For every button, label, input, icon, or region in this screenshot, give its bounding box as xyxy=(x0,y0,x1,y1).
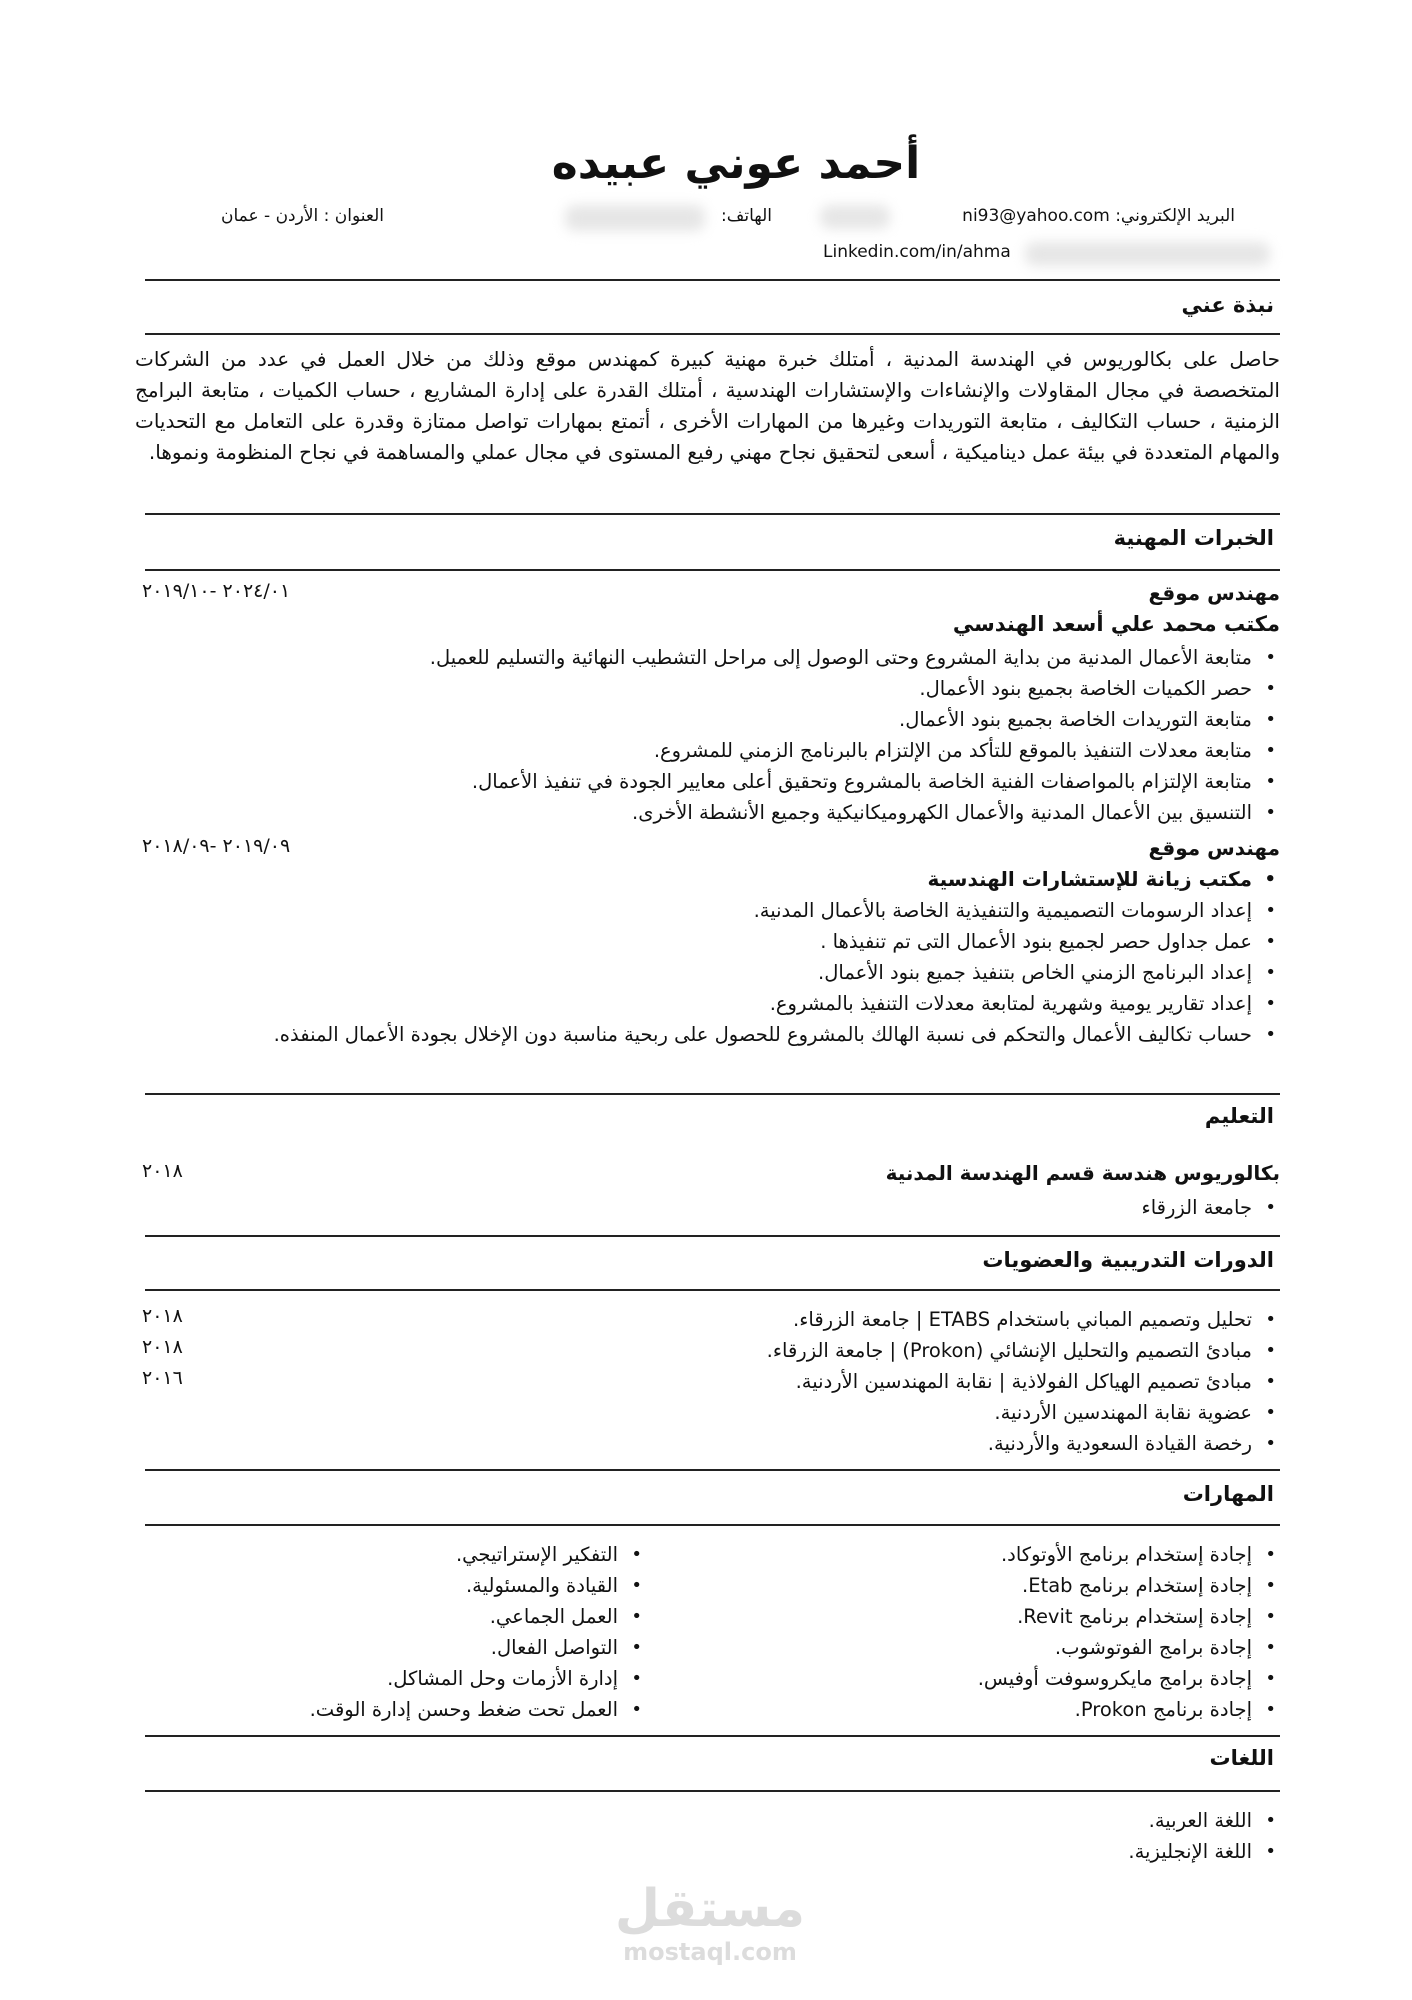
list-item: • إجادة إستخدام برنامج Revit. xyxy=(978,1601,1280,1632)
list-item: • اللغة العربية. xyxy=(1128,1805,1280,1836)
section-title-courses: الدورات التدريبية والعضويات xyxy=(982,1248,1274,1272)
school: • جامعة الزرقاء xyxy=(1142,1192,1280,1223)
divider xyxy=(145,1524,1280,1526)
list-item: • إجادة برنامج Prokon. xyxy=(978,1694,1280,1725)
job-company: مكتب محمد علي أسعد الهندسي xyxy=(952,612,1280,636)
list-item: • إجادة برامج الفوتوشوب. xyxy=(978,1632,1280,1663)
section-title-languages: اللغات xyxy=(1209,1746,1274,1770)
list-item: • حصر الكميات الخاصة بجميع بنود الأعمال. xyxy=(430,673,1280,704)
list-item: • إعداد الرسومات التصميمية والتنفيذية الخاصة بالأعمال المدنية. xyxy=(270,895,1280,926)
list-item: • العمل تحت ضغط وحسن إدارة الوقت. xyxy=(310,1694,646,1725)
divider xyxy=(145,569,1280,571)
list-item: • متابعة التوريدات الخاصة بجميع بنود الأعمال. xyxy=(430,704,1280,735)
list-item: • القيادة والمسئولية. xyxy=(310,1570,646,1601)
list-item: • رخصة القيادة السعودية والأردنية. xyxy=(767,1428,1280,1459)
divider xyxy=(145,1289,1280,1291)
job-dates: ٢٠٢٤/٠١ -٢٠١٩/١٠ xyxy=(142,580,291,602)
divider xyxy=(145,513,1280,515)
divider xyxy=(145,279,1280,281)
watermark-latin: mostaql.com xyxy=(623,1938,797,1966)
list-item: • التواصل الفعال. xyxy=(310,1632,646,1663)
list-item: • إعداد تقارير يومية وشهرية لمتابعة معدلات التنفيذ بالمشروع. xyxy=(270,988,1280,1019)
list-item: • تحليل وتصميم المباني باستخدام ETABS | جامعة الزرقاء. xyxy=(767,1304,1280,1335)
divider xyxy=(145,1790,1280,1792)
technical-skills xyxy=(978,1539,1280,1725)
course-year: ٢٠١٦ xyxy=(142,1367,183,1389)
divider xyxy=(145,1469,1280,1471)
list-item: • إجادة إستخدام برنامج Etab. xyxy=(978,1570,1280,1601)
degree: بكالوريوس هندسة قسم الهندسة المدنية xyxy=(885,1161,1280,1185)
list-item: • متابعة معدلات التنفيذ بالموقع للتأكد من الإلتزام بالبرنامج الزمني للمشروع. xyxy=(430,735,1280,766)
languages-list xyxy=(1128,1805,1280,1867)
list-item: • حساب تكاليف الأعمال والتحكم فى نسبة الهالك بالمشروع للحصول على ربحية مناسبة دون الإخلال بجودة الأعمال المنفذه. xyxy=(270,1019,1280,1050)
list-item: • إعداد البرنامج الزمني الخاص بتنفيذ جميع بنود الأعمال. xyxy=(270,957,1280,988)
degree-year: ٢٠١٨ xyxy=(142,1160,183,1182)
job-role: مهندس موقع xyxy=(1148,581,1280,605)
section-title-about: نبذة عني xyxy=(1181,293,1274,317)
list-item: • اللغة الإنجليزية. xyxy=(1128,1836,1280,1867)
course-year: ٢٠١٨ xyxy=(142,1336,183,1358)
section-title-experience: الخبرات المهنية xyxy=(1113,526,1274,550)
divider xyxy=(145,333,1280,335)
list-item: • إدارة الأزمات وحل المشاكل. xyxy=(310,1663,646,1694)
soft-skills xyxy=(310,1539,646,1725)
job-dates: ٢٠١٩/٠٩ -٢٠١٨/٠٩ xyxy=(142,835,291,857)
list-item: • إجادة برامج مايكروسوفت أوفيس. xyxy=(978,1663,1280,1694)
resume-name: أحمد عوني عبيده xyxy=(551,138,921,189)
section-title-skills: المهارات xyxy=(1182,1482,1274,1506)
job-role: مهندس موقع xyxy=(1148,836,1280,860)
job-tasks xyxy=(430,642,1280,828)
course-year: ٢٠١٨ xyxy=(142,1305,183,1327)
about-text: حاصل على بكالوريوس في الهندسة المدنية ، أمتلك خبرة مهنية كبيرة كمهندس موقع وذلك من خلال العمل في عدد من الشركات المتخصصة في مجال المقاولات والإنشاءات والإستشارات الهندسية ، أمتلك القدرة على إدارة المشاريع ، حساب الكميات ، متابعة البرامج الزمنية ، حساب التكاليف ، متابعة التوريدات وغيرها من المهارات الأخرى ، أتمتع بمهارات تواصل ممتازة وقدرة على التعامل مع التحديات والمهام المتعددة في بيئة عمل ديناميكية ، أسعى لتحقيق نجاح مهني رفيع المستوى في مجال عملي والمساهمة في نجاح المنظومة ونموها. xyxy=(135,347,1280,464)
list-item: • متابعة الإلتزام بالمواصفات الفنية الخاصة بالمشروع وتحقيق أعلى معايير الجودة في تنفيذ الأعمال. xyxy=(430,766,1280,797)
email-label: البريد الإلكتروني: xyxy=(1115,206,1235,226)
list-item: • التنسيق بين الأعمال المدنية والأعمال الكهروميكانيكية وجميع الأنشطة الأخرى. xyxy=(430,797,1280,828)
watermark-arabic: مستقل xyxy=(614,1879,806,1939)
email-value: ni93@yahoo.com xyxy=(962,206,1110,226)
divider xyxy=(145,1735,1280,1737)
list-item: • العمل الجماعي. xyxy=(310,1601,646,1632)
list-item: • متابعة الأعمال المدنية من بداية المشروع وحتى الوصول إلى مراحل التشطيب النهائية والتسليم للعميل. xyxy=(430,642,1280,673)
address: العنوان : الأردن - عمان xyxy=(221,206,385,226)
linkedin-link[interactable]: Linkedin.com/in/ahma xyxy=(823,242,1011,262)
list-item: • التفكير الإستراتيجي. xyxy=(310,1539,646,1570)
email xyxy=(962,206,1235,226)
job-tasks xyxy=(270,864,1280,1050)
list-item: • مبادئ التصميم والتحليل الإنشائي (Prokon) | جامعة الزرقاء. xyxy=(767,1335,1280,1366)
watermark-logo xyxy=(600,1880,820,1966)
list-item: • إجادة إستخدام برنامج الأوتوكاد. xyxy=(978,1539,1280,1570)
phone-label: الهاتف: xyxy=(721,206,772,226)
list-item: • عمل جداول حصر لجميع بنود الأعمال التى تم تنفيذها . xyxy=(270,926,1280,957)
job-company: • مكتب زيانة للإستشارات الهندسية xyxy=(270,864,1280,895)
list-item: • عضوية نقابة المهندسين الأردنية. xyxy=(767,1397,1280,1428)
divider xyxy=(145,1235,1280,1237)
section-title-education: التعليم xyxy=(1204,1104,1274,1128)
courses-list xyxy=(767,1304,1280,1459)
list-item: • مبادئ تصميم الهياكل الفولاذية | نقابة المهندسين الأردنية. xyxy=(767,1366,1280,1397)
divider xyxy=(145,1093,1280,1095)
